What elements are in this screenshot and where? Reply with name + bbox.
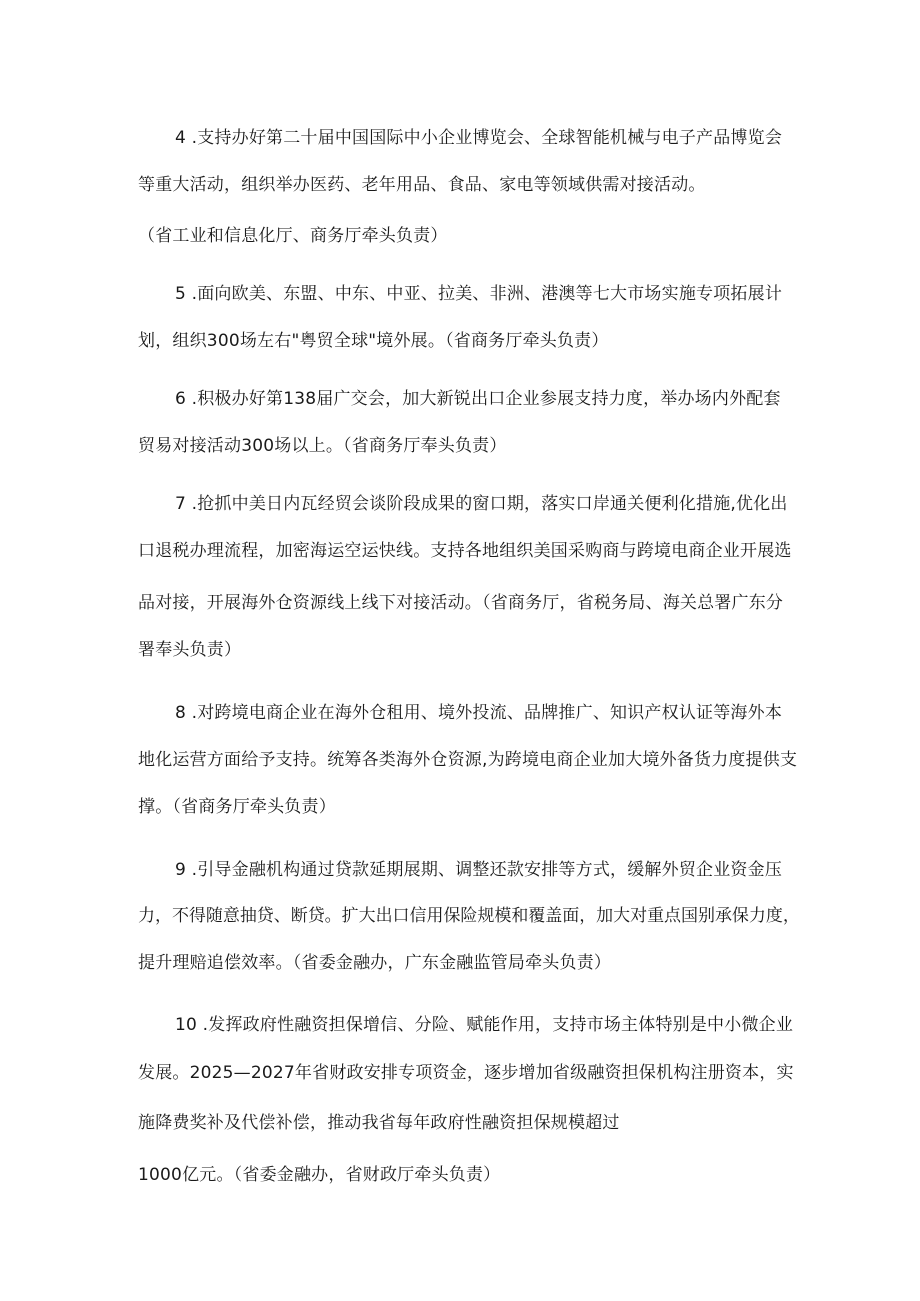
paragraph-line: 10 .发挥政府性融资担保增信、分险、赋能作用，支持市场主体特别是中小微企业 <box>175 1015 794 1035</box>
paragraph-line: 9 .引导金融机构通过贷款延期展期、调整还款安排等方式，缓解外贸企业资金压 <box>175 860 783 880</box>
paragraph-line: 贸易对接活动300场以上。（省商务厅奉头负责） <box>138 436 507 456</box>
paragraph-line: （省工业和信息化厅、商务厅牵头负责） <box>138 226 448 246</box>
paragraph-line: 署奉头负责） <box>138 640 242 660</box>
paragraph-line: 撑。（省商务厅牵头负责） <box>138 797 336 817</box>
paragraph-line: 6 .积极办好第138届广交会，加大新锐出口企业参展支持力度，举办场内外配套 <box>175 389 781 409</box>
paragraph-line: 地化运营方面给予支持。统筹各类海外仓资源,为跨境电商企业加大境外备货力度提供支 <box>138 750 798 770</box>
paragraph-line: 等重大活动，组织举办医药、老年用品、食品、家电等领域供需对接活动。 <box>138 175 706 195</box>
paragraph-line: 5 .面向欧美、东盟、中东、中亚、拉美、非洲、港澳等七大市场实施专项拓展计 <box>175 284 783 304</box>
paragraph-line: 口退税办理流程，加密海运空运快线。支持各地组织美国采购商与跨境电商企业开展选 <box>138 541 792 561</box>
paragraph-line: 4 .支持办好第二十届中国国际中小企业博览会、全球智能机械与电子产品博览会 <box>175 128 783 148</box>
paragraph-line: 力，不得随意抽贷、断贷。扩大出口信用保险规模和覆盖面，加大对重点国别承保力度， <box>138 906 800 926</box>
paragraph-line: 8 .对跨境电商企业在海外仓租用、境外投流、品牌推广、知识产权认证等海外本 <box>175 703 783 723</box>
paragraph-line: 品对接，开展海外仓资源线上线下对接活动。（省商务厅，省税务局、海关总署广东分 <box>138 593 784 613</box>
paragraph-line: 划，组织300场左右"粤贸全球"境外展。（省商务厅牵头负责） <box>138 331 609 351</box>
paragraph-line: 1000亿元。（省委金融办，省财政厅牵头负责） <box>138 1165 501 1185</box>
paragraph-line: 发展。2025—2027年省财政安排专项资金，逐步增加省级融资担保机构注册资本，实 <box>138 1063 794 1083</box>
paragraph-line: 提升理赔追偿效率。（省委金融办，广东金融监管局牵头负责） <box>138 953 612 973</box>
paragraph-line: 施降费奖补及代偿补偿，推动我省每年政府性融资担保规模超过 <box>138 1113 620 1133</box>
paragraph-line: 7 .抢抓中美日内瓦经贸会谈阶段成果的窗口期，落实口岸通关便利化措施,优化出 <box>175 494 788 514</box>
